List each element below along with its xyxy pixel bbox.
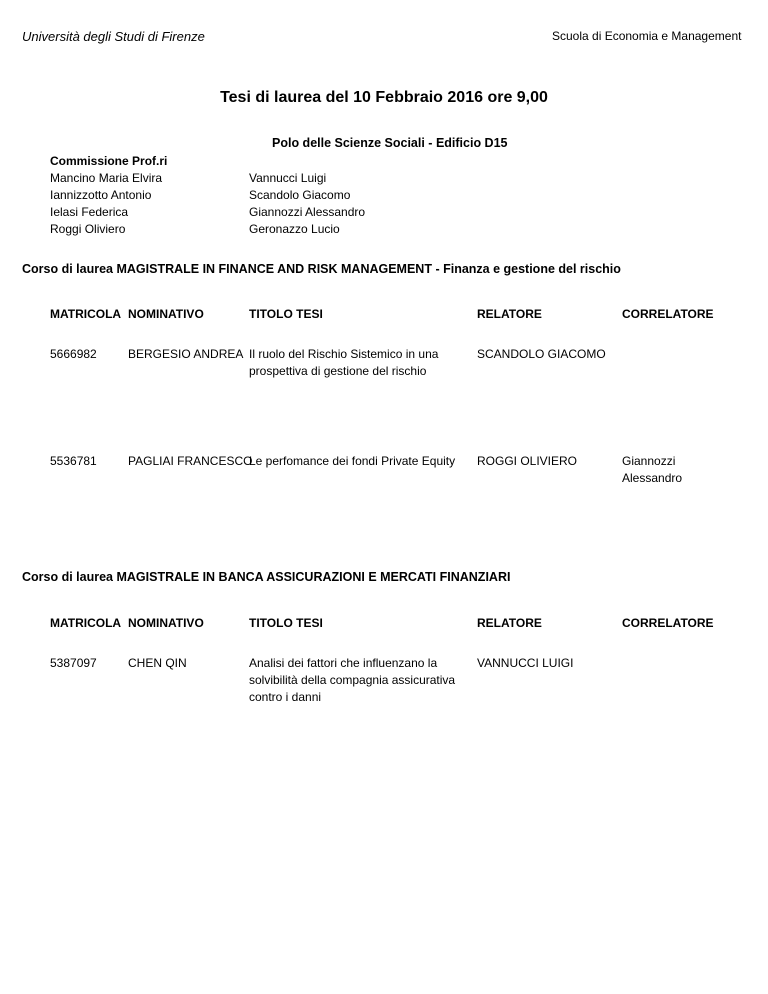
school-name: Scuola di Economia e Management bbox=[552, 29, 742, 43]
commission-member: Scandolo Giacomo bbox=[249, 188, 351, 202]
header-titolo: TITOLO TESI bbox=[249, 307, 323, 321]
commission-right-column bbox=[249, 170, 365, 238]
commission-member: Iannizzotto Antonio bbox=[50, 188, 152, 202]
nominativo: BERGESIO ANDREA bbox=[128, 347, 244, 361]
nominativo: PAGLIAI FRANCESCO bbox=[128, 454, 253, 468]
location: Polo delle Scienze Sociali - Edificio D15 bbox=[272, 136, 508, 150]
header-matricola: MATRICOLA bbox=[50, 307, 122, 321]
university-name: Università degli Studi di Firenze bbox=[22, 29, 205, 44]
header-titolo: TITOLO TESI bbox=[249, 616, 323, 630]
commission-member: Giannozzi Alessandro bbox=[249, 205, 366, 219]
titolo-tesi: Il ruolo del Rischio Sistemico in una prospettiva di gestione del rischio bbox=[249, 347, 439, 378]
matricola: 5666982 bbox=[50, 347, 97, 361]
commission-member: Roggi Oliviero bbox=[50, 222, 126, 236]
commission-label: Commissione Prof.ri bbox=[50, 154, 168, 168]
titolo-tesi: Analisi dei fattori che influenzano la solvibilità della compagnia assicurativa contro i danni bbox=[249, 656, 456, 704]
course-title: Corso di laurea MAGISTRALE IN BANCA ASSICURAZIONI E MERCATI FINANZIARI bbox=[22, 570, 511, 584]
correlatore: Giannozzi Alessandro bbox=[622, 454, 683, 485]
relatore: VANNUCCI LUIGI bbox=[477, 656, 574, 670]
header-correlatore: CORRELATORE bbox=[622, 307, 714, 321]
header-correlatore: CORRELATORE bbox=[622, 616, 714, 630]
commission-left-column bbox=[50, 153, 167, 238]
header-nominativo: NOMINATIVO bbox=[128, 307, 204, 321]
commission-member: Ielasi Federica bbox=[50, 205, 129, 219]
matricola: 5536781 bbox=[50, 454, 97, 468]
commission-member: Vannucci Luigi bbox=[249, 171, 327, 185]
nominativo: CHEN QIN bbox=[128, 656, 187, 670]
matricola: 5387097 bbox=[50, 656, 97, 670]
commission-member: Mancino Maria Elvira bbox=[50, 171, 163, 185]
page-title: Tesi di laurea del 10 Febbraio 2016 ore 9,00 bbox=[220, 89, 548, 106]
relatore: ROGGI OLIVIERO bbox=[477, 454, 578, 468]
header-matricola: MATRICOLA bbox=[50, 616, 122, 630]
header-relatore: RELATORE bbox=[477, 616, 542, 630]
titolo-tesi: Le perfomance dei fondi Private Equity bbox=[249, 454, 456, 468]
header-relatore: RELATORE bbox=[477, 307, 542, 321]
commission-member: Geronazzo Lucio bbox=[249, 222, 340, 236]
relatore: SCANDOLO GIACOMO bbox=[477, 347, 606, 361]
header-nominativo: NOMINATIVO bbox=[128, 616, 204, 630]
course-title: Corso di laurea MAGISTRALE IN FINANCE AND RISK MANAGEMENT - Finanza e gestione del rischio bbox=[22, 262, 621, 276]
